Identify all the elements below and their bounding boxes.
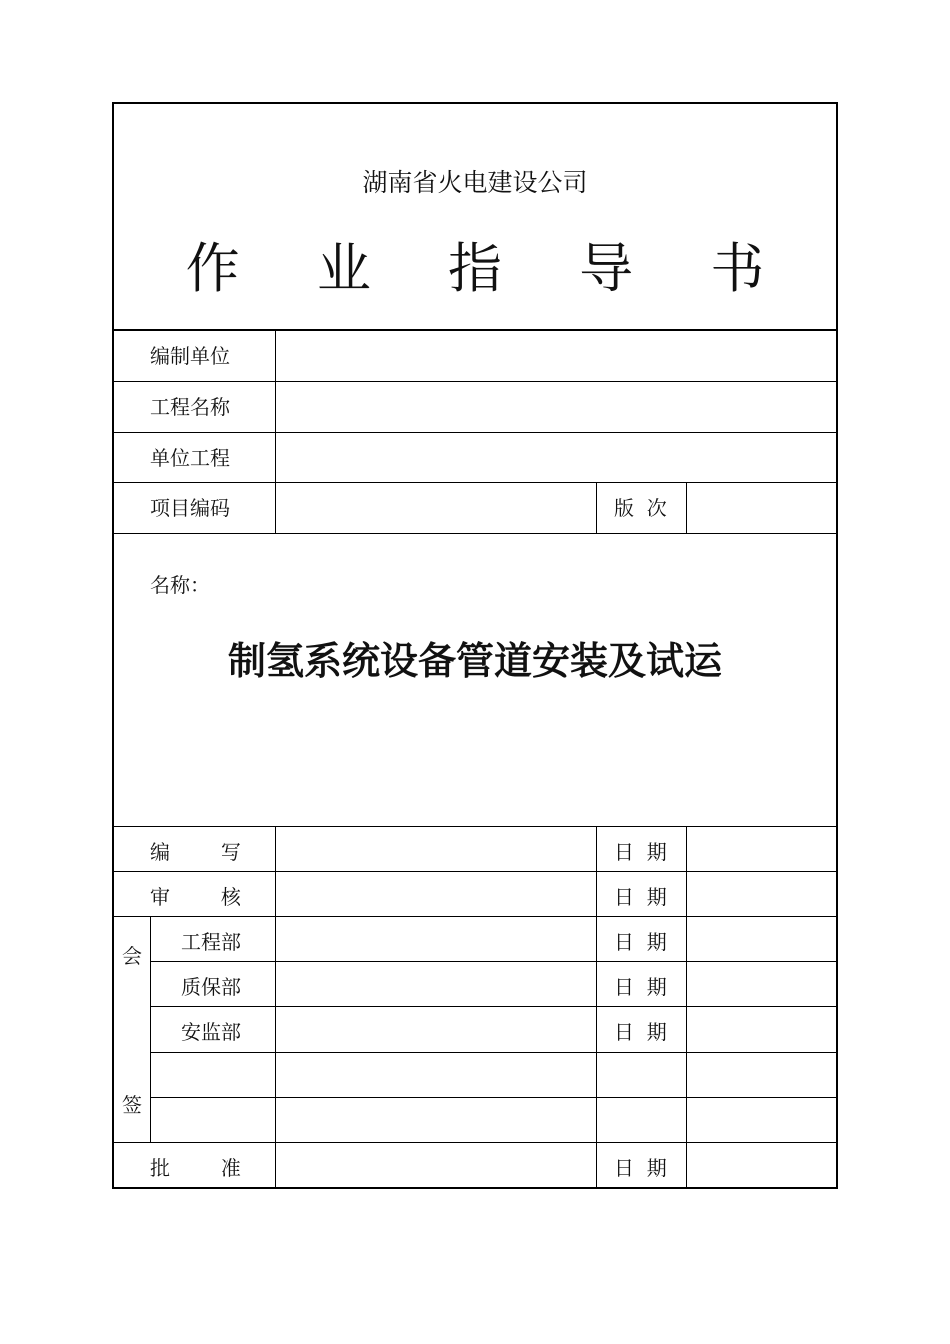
- row-divider: [113, 1142, 837, 1143]
- quality-dept-label: 质保部: [181, 975, 241, 999]
- approve-label: 批 准: [150, 1156, 241, 1180]
- row-divider: [150, 1052, 837, 1053]
- row-divider: [113, 482, 837, 483]
- safety-date-label: 日 期: [614, 1020, 667, 1044]
- date-column-divider: [596, 826, 597, 1188]
- row-divider: [150, 1006, 837, 1007]
- row-divider: [150, 961, 837, 962]
- document-title: 作 业 指 导 书: [185, 237, 795, 300]
- countersign-char-bottom: 签: [122, 1093, 142, 1117]
- engineering-date-label: 日 期: [614, 930, 667, 954]
- countersign-char-top: 会: [122, 944, 142, 968]
- review-label: 审 核: [150, 885, 241, 909]
- author-label: 编 写: [150, 840, 241, 864]
- review-date-label: 日 期: [614, 885, 667, 909]
- author-date-label: 日 期: [614, 840, 667, 864]
- date-column-divider: [686, 826, 687, 1188]
- project-name-label: 工程名称: [150, 395, 230, 419]
- version-column-divider: [686, 482, 687, 533]
- version-label: 版 次: [614, 496, 667, 520]
- engineering-dept-label: 工程部: [181, 930, 241, 954]
- name-label: 名称：: [150, 573, 210, 597]
- row-divider: [113, 381, 837, 382]
- company-name: 湖南省火电建设公司: [362, 168, 588, 197]
- row-divider: [150, 1097, 837, 1098]
- label-column-divider: [275, 329, 276, 533]
- label-column-divider: [275, 826, 276, 1188]
- row-divider: [113, 826, 837, 827]
- item-code-label: 项目编码: [150, 496, 230, 520]
- work-instruction-name: 制氢系统设备管道安装及试运: [227, 639, 722, 683]
- approve-date-label: 日 期: [614, 1156, 667, 1180]
- safety-dept-label: 安监部: [181, 1020, 241, 1044]
- countersign-column-divider: [150, 916, 151, 1142]
- row-divider: [113, 916, 837, 917]
- sub-project-label: 单位工程: [150, 446, 230, 470]
- unit-label: 编制单位: [150, 344, 230, 368]
- version-column-divider: [596, 482, 597, 533]
- row-divider: [113, 432, 837, 433]
- header-divider: [113, 329, 837, 331]
- row-divider: [113, 871, 837, 872]
- quality-date-label: 日 期: [614, 975, 667, 999]
- row-divider: [113, 533, 837, 534]
